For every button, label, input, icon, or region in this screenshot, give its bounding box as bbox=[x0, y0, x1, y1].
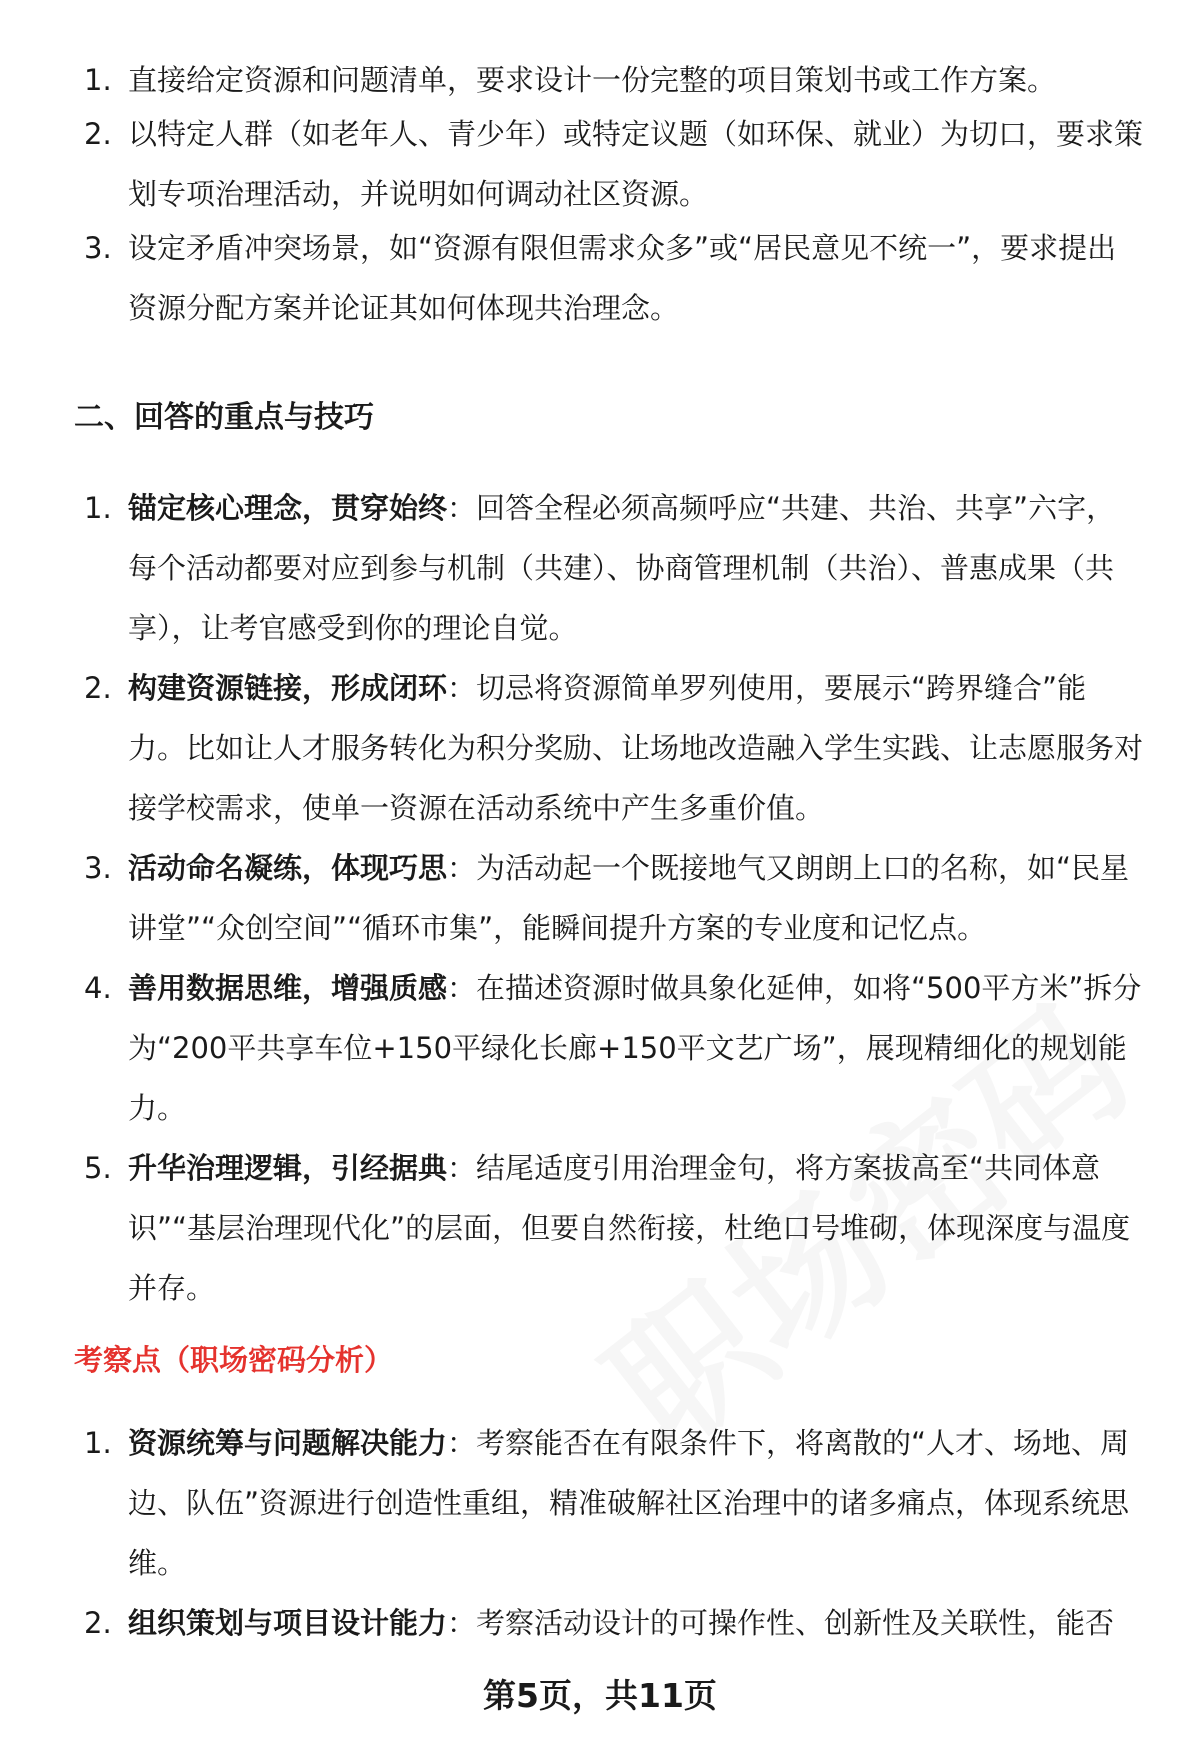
item-bold-lead: 组织策划与项目设计能力 bbox=[128, 1606, 448, 1640]
list-item bbox=[0, 838, 1144, 958]
item-bold-lead: 升华治理逻辑，引经据典 bbox=[128, 1151, 448, 1185]
item-number: 1. bbox=[84, 1426, 112, 1460]
list-item bbox=[0, 1593, 1144, 1653]
item-bold-lead: 锚定核心理念，贯穿始终 bbox=[128, 491, 448, 525]
list-item bbox=[0, 658, 1144, 838]
item-number: 3. bbox=[84, 851, 112, 885]
list-item bbox=[0, 478, 1144, 658]
item-text: ：结尾适度引用治理金句，将方案拔高至“共同体意识”“基层治理现代化”的层面，但要自然衔接，杜绝口号堆砌，体现深度与温度并存。 bbox=[128, 1151, 1131, 1305]
section-heading: 二、回答的重点与技巧 bbox=[74, 400, 374, 435]
list-item bbox=[0, 1138, 1144, 1318]
list-item bbox=[0, 218, 1144, 338]
item-text: ：考察活动设计的可操作性、创新性及关联性，能否 bbox=[447, 1606, 1115, 1640]
item-bold-lead: 资源统筹与问题解决能力 bbox=[128, 1426, 448, 1460]
item-number: 2. bbox=[84, 1606, 112, 1640]
item-text: 以特定人群（如老年人、青少年）或特定议题（如环保、就业）为切口，要求策划专项治理活动，并说明如何调动社区资源。 bbox=[128, 117, 1144, 211]
item-bold-lead: 善用数据思维，增强质感 bbox=[128, 971, 448, 1005]
item-number: 2. bbox=[84, 671, 112, 705]
intro-list bbox=[0, 50, 1200, 338]
item-number: 2. bbox=[84, 117, 112, 151]
section-heading-red: 考察点（职场密码分析） bbox=[74, 1343, 394, 1377]
list-item bbox=[0, 50, 1144, 110]
item-text: 设定矛盾冲突场景，如“资源有限但需求众多”或“居民意见不统一”，要求提出资源分配方案并论证其如何体现共治理念。 bbox=[128, 231, 1117, 325]
item-number: 1. bbox=[84, 491, 112, 525]
item-text: ：为活动起一个既接地气又朗朗上口的名称，如“民星讲堂”“众创空间”“循环市集”，能瞬间提升方案的专业度和记忆点。 bbox=[128, 851, 1130, 945]
assessment-list bbox=[0, 1413, 1200, 1653]
item-number: 4. bbox=[84, 971, 112, 1005]
item-text: ：考察能否在有限条件下，将离散的“人才、场地、周边、队伍”资源进行创造性重组，精准破解社区治理中的诸多痛点，体现系统思维。 bbox=[128, 1426, 1130, 1580]
item-text: 直接给定资源和问题清单，要求设计一份完整的项目策划书或工作方案。 bbox=[128, 63, 1057, 97]
item-text: ：切忌将资源简单罗列使用，要展示“跨界缝合”能力。比如让人才服务转化为积分奖励、让场地改造融入学生实践、让志愿服务对接学校需求，使单一资源在活动系统中产生多重价值。 bbox=[128, 671, 1144, 825]
item-number: 1. bbox=[84, 63, 112, 97]
item-number: 3. bbox=[84, 231, 112, 265]
page-number-footer: 第5页，共11页 bbox=[483, 1676, 717, 1715]
item-number: 5. bbox=[84, 1151, 112, 1185]
item-bold-lead: 活动命名凝练，体现巧思 bbox=[128, 851, 448, 885]
list-item bbox=[0, 104, 1144, 224]
list-item bbox=[0, 1413, 1144, 1593]
tips-list bbox=[0, 478, 1200, 1318]
item-text: ：回答全程必须高频呼应“共建、共治、共享”六字，每个活动都要对应到参与机制（共建）、协商管理机制（共治）、普惠成果（共享），让考官感受到你的理论自觉。 bbox=[128, 491, 1116, 645]
list-item bbox=[0, 958, 1144, 1138]
item-bold-lead: 构建资源链接，形成闭环 bbox=[128, 671, 448, 705]
item-text: ：在描述资源时做具象化延伸，如将“500平方米”拆分为“200平共享车位+150平绿化长廊+150平文艺广场”，展现精细化的规划能力。 bbox=[128, 971, 1142, 1125]
